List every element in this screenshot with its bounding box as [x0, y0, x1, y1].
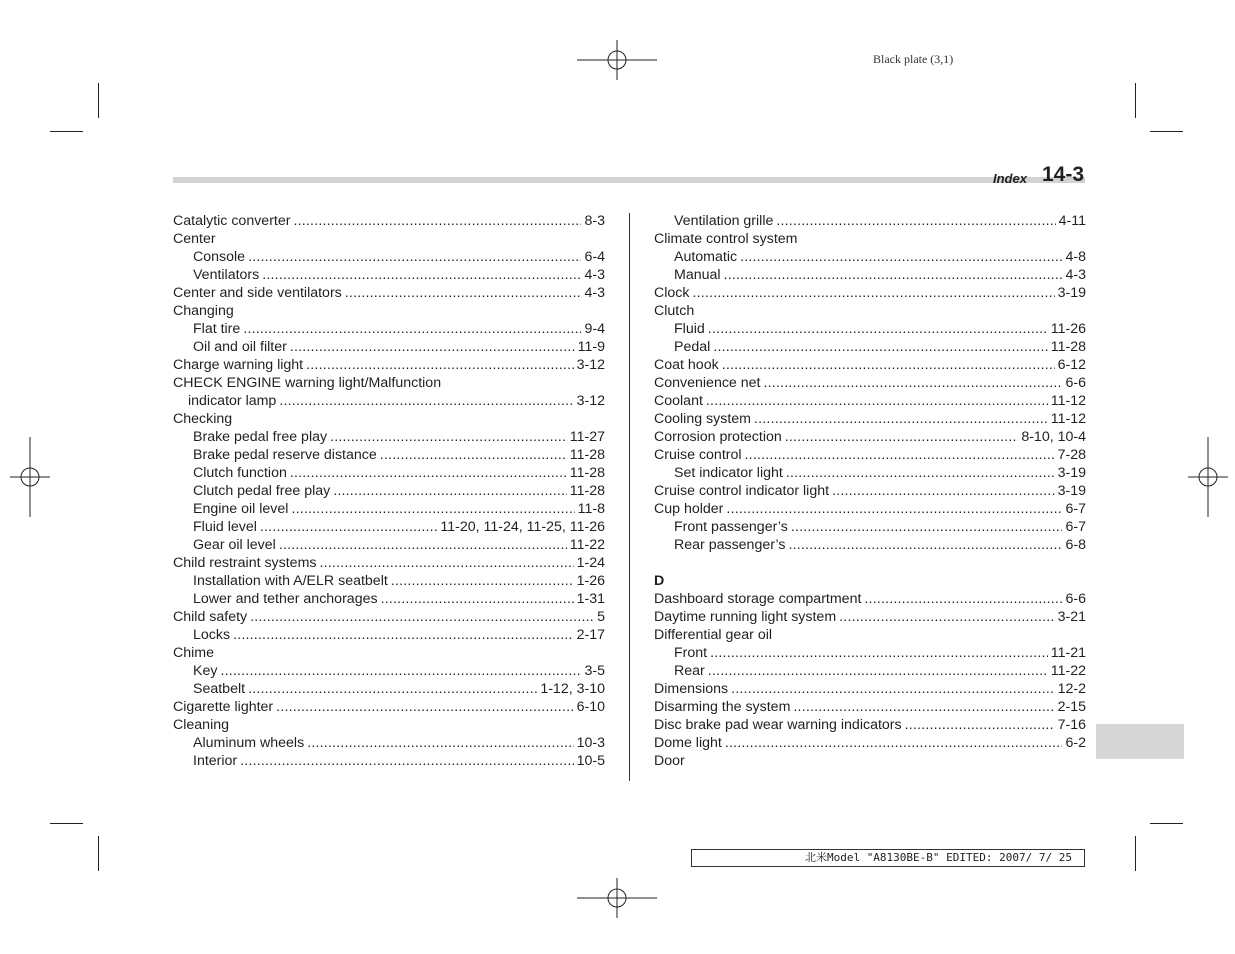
index-entry-page: 4-8	[1065, 249, 1086, 265]
dot-leader	[320, 554, 574, 572]
index-letter-heading: D	[654, 573, 665, 589]
registration-mark-icon	[1188, 437, 1228, 517]
index-entry	[654, 662, 1086, 680]
index-entry	[654, 752, 1086, 770]
index-entry-term: Charge warning light	[173, 357, 304, 373]
dot-leader	[290, 338, 575, 356]
index-entry-term: Coat hook	[654, 357, 719, 373]
index-entry-term: Engine oil level	[193, 501, 289, 517]
dot-leader	[839, 608, 1054, 626]
index-entry-page: 4-11	[1058, 213, 1086, 229]
index-entry-term: Fluid level	[193, 519, 257, 535]
index-entry-page: 4-3	[584, 285, 605, 301]
index-entry	[654, 698, 1086, 716]
index-entry-page: 6-6	[1065, 375, 1086, 391]
crop-mark	[1150, 131, 1183, 132]
index-entry-term: Convenience net	[654, 375, 761, 391]
dot-leader	[345, 284, 582, 302]
index-entry-page: 12-2	[1057, 681, 1086, 697]
index-entry	[173, 644, 605, 662]
index-entry-term: Differential gear oil	[654, 627, 773, 643]
index-entry	[173, 392, 605, 410]
dot-leader	[754, 410, 1048, 428]
dot-leader	[250, 608, 594, 626]
index-entry-page: 3-21	[1057, 609, 1086, 625]
index-entry-page: 11-28	[569, 465, 605, 481]
index-entry-page: 6-10	[576, 699, 605, 715]
index-entry	[654, 680, 1086, 698]
index-entry-page: 3-19	[1057, 285, 1086, 301]
dot-leader	[725, 734, 1063, 752]
index-entry	[173, 716, 605, 734]
index-entry	[654, 716, 1086, 734]
index-entry-term: Flat tire	[193, 321, 241, 337]
registration-mark-icon	[10, 437, 50, 517]
dot-leader	[692, 284, 1054, 302]
index-entry	[173, 302, 605, 320]
index-entry-page: 3-19	[1057, 465, 1086, 481]
header-rule	[173, 177, 1085, 183]
index-entry	[654, 266, 1086, 284]
index-entry	[173, 500, 605, 518]
index-entry-term: Locks	[193, 627, 231, 643]
index-entry-term: Gear oil level	[193, 537, 276, 553]
index-entry-page: 1-12, 3-10	[540, 681, 605, 697]
index-entry-page: 11-20, 11-24, 11-25, 11-26	[440, 519, 605, 535]
index-entry-page: 1-31	[576, 591, 605, 607]
index-entry	[173, 590, 605, 608]
index-entry	[654, 590, 1086, 608]
plate-label: Black plate (3,1)	[873, 52, 954, 66]
crop-mark	[98, 83, 99, 118]
dot-leader	[381, 590, 574, 608]
registration-mark-icon	[577, 878, 657, 918]
dot-leader	[220, 662, 581, 680]
dot-leader	[724, 266, 1063, 284]
index-entry	[173, 572, 605, 590]
index-entry	[654, 248, 1086, 266]
dot-leader	[776, 212, 1055, 230]
index-entry	[173, 608, 605, 626]
index-entry	[654, 644, 1086, 662]
index-entry	[173, 554, 605, 572]
index-entry	[173, 374, 605, 392]
index-entry-page: 11-12	[1050, 411, 1086, 427]
index-entry-term: Ventilators	[193, 267, 260, 283]
index-entry	[173, 446, 605, 464]
index-entry-page: 10-5	[576, 753, 605, 769]
index-entry-page: 8-10, 10-4	[1021, 429, 1086, 445]
index-entry	[654, 536, 1086, 554]
page-number: 14-3	[1042, 163, 1085, 186]
index-entry-term: Door	[654, 753, 685, 769]
dot-leader	[864, 590, 1062, 608]
index-entry	[173, 482, 605, 500]
index-entry-term: Corrosion protection	[654, 429, 782, 445]
index-entry-term: CHECK ENGINE warning light/Malfunction	[173, 375, 442, 391]
index-entry-term: Cruise control	[654, 447, 742, 463]
index-entry-page: 8-3	[584, 213, 605, 229]
index-entry-page: 11-26	[1050, 321, 1086, 337]
index-entry-page: 2-15	[1057, 699, 1086, 715]
index-entry-term: Oil and oil filter	[193, 339, 287, 355]
dot-leader	[708, 320, 1048, 338]
index-entry-term: Cooling system	[654, 411, 751, 427]
index-entry-term: Clutch	[654, 303, 695, 319]
index-entry	[173, 464, 605, 482]
index-entry-page: 4-3	[584, 267, 605, 283]
index-entry-page: 6-2	[1065, 735, 1086, 751]
dot-leader	[788, 536, 1062, 554]
edition-footer: 北米Model "A8130BE-B" EDITED: 2007/ 7/ 25	[691, 849, 1085, 867]
index-entry-term: Pedal	[674, 339, 711, 355]
index-entry-page: 11-9	[577, 339, 605, 355]
dot-leader	[745, 446, 1055, 464]
index-entry	[654, 608, 1086, 626]
index-entry	[654, 500, 1086, 518]
index-entry	[654, 734, 1086, 752]
index-entry-page: 3-19	[1057, 483, 1086, 499]
dot-leader	[391, 572, 574, 590]
index-entry-page: 6-7	[1065, 501, 1086, 517]
index-entry	[173, 662, 605, 680]
index-entry	[173, 266, 605, 284]
dot-leader	[260, 518, 438, 536]
index-entry	[173, 752, 605, 770]
registration-mark-icon	[577, 40, 657, 80]
index-entry-term: Manual	[674, 267, 721, 283]
index-entry-term: Cup holder	[654, 501, 724, 517]
index-entry	[654, 410, 1086, 428]
dot-leader	[279, 392, 573, 410]
index-entry	[173, 230, 605, 248]
index-entry-term: Disc brake pad wear warning indicators	[654, 717, 902, 733]
dot-leader	[763, 374, 1062, 392]
index-entry-term: Child safety	[173, 609, 248, 625]
dot-leader	[740, 248, 1062, 266]
index-entry-page: 6-6	[1065, 591, 1086, 607]
index-entry	[654, 338, 1086, 356]
index-entry-term: Changing	[173, 303, 234, 319]
index-entry-term: Center and side ventilators	[173, 285, 342, 301]
index-entry-term: Catalytic converter	[173, 213, 291, 229]
index-entry	[654, 212, 1086, 230]
index-entry-term: Cleaning	[173, 717, 230, 733]
index-entry	[654, 428, 1086, 446]
index-entry	[654, 374, 1086, 392]
index-entry-term: Dashboard storage compartment	[654, 591, 862, 607]
crop-mark	[98, 836, 99, 871]
index-entry-term: Interior	[193, 753, 238, 769]
index-entry-page: 11-22	[1050, 663, 1086, 679]
index-entry	[654, 518, 1086, 536]
index-entry-page: 1-26	[576, 573, 605, 589]
index-entry	[654, 320, 1086, 338]
dot-leader	[832, 482, 1055, 500]
index-column-left	[173, 212, 605, 770]
index-entry	[654, 626, 1086, 644]
index-entry-term: Clock	[654, 285, 690, 301]
dot-leader	[330, 428, 567, 446]
index-entry-term: Rear	[674, 663, 705, 679]
index-entry-term: Front passenger’s	[674, 519, 788, 535]
dot-leader	[306, 356, 573, 374]
index-entry-page: 1-24	[576, 555, 605, 571]
index-entry	[173, 248, 605, 266]
index-entry-term: Ventilation grille	[674, 213, 774, 229]
index-entry-page: 3-12	[576, 393, 605, 409]
index-entry-term: Checking	[173, 411, 233, 427]
dot-leader	[785, 428, 1019, 446]
index-entry	[173, 284, 605, 302]
index-entry	[173, 698, 605, 716]
index-entry-term: Disarming the system	[654, 699, 791, 715]
dot-leader	[731, 680, 1054, 698]
dot-leader	[726, 500, 1062, 518]
index-entry-page: 5	[597, 609, 605, 625]
index-entry-term: Key	[193, 663, 218, 679]
index-entry	[654, 464, 1086, 482]
index-entry-page: 2-17	[576, 627, 605, 643]
dot-leader	[793, 698, 1054, 716]
dot-leader	[307, 734, 573, 752]
index-entry-term: Chime	[173, 645, 214, 661]
index-entry-page: 7-16	[1057, 717, 1086, 733]
index-entry	[654, 284, 1086, 302]
index-entry	[173, 536, 605, 554]
index-entry	[654, 446, 1086, 464]
index-entry-page: 3-5	[584, 663, 605, 679]
index-entry-term: Center	[173, 231, 216, 247]
index-entry-term: Dome light	[654, 735, 722, 751]
index-entry	[173, 518, 605, 536]
index-entry	[173, 410, 605, 428]
index-entry-page: 11-22	[569, 537, 605, 553]
dot-leader	[380, 446, 567, 464]
index-entry	[654, 356, 1086, 374]
dot-leader	[279, 536, 567, 554]
index-entry-page: 11-12	[1050, 393, 1086, 409]
index-entry-term: indicator lamp	[188, 393, 277, 409]
crop-mark	[1150, 823, 1183, 824]
index-entry-term: Automatic	[674, 249, 738, 265]
index-entry	[173, 356, 605, 374]
dot-leader	[233, 626, 574, 644]
dot-leader	[713, 338, 1047, 356]
column-divider	[629, 213, 630, 781]
index-entry-page: 6-12	[1057, 357, 1086, 373]
index-entry-page: 3-12	[576, 357, 605, 373]
index-entry-term: Front	[674, 645, 708, 661]
dot-leader	[293, 212, 581, 230]
index-entry	[173, 734, 605, 752]
index-entry-page: 11-28	[569, 447, 605, 463]
index-entry-page: 6-8	[1065, 537, 1086, 553]
index-entry-term: Aluminum wheels	[193, 735, 305, 751]
index-entry-term: Rear passenger’s	[674, 537, 786, 553]
index-entry-page: 6-7	[1065, 519, 1086, 535]
dot-leader	[706, 392, 1048, 410]
index-entry-term: Coolant	[654, 393, 703, 409]
index-entry-term: Daytime running light system	[654, 609, 837, 625]
dot-leader	[708, 662, 1048, 680]
index-entry-term: Console	[193, 249, 246, 265]
index-entry-term: Set indicator light	[674, 465, 783, 481]
index-entry	[173, 320, 605, 338]
index-entry-page: 6-4	[584, 249, 605, 265]
index-entry	[173, 428, 605, 446]
index-column-right	[654, 212, 1086, 770]
index-entry-page: 11-28	[569, 483, 605, 499]
dot-leader	[290, 464, 567, 482]
index-entry-term: Clutch function	[193, 465, 287, 481]
crop-mark	[1135, 83, 1136, 118]
index-entry	[654, 482, 1086, 500]
index-entry-page: 11-28	[1050, 339, 1086, 355]
index-entry	[654, 392, 1086, 410]
crop-mark	[50, 823, 83, 824]
index-entry-page: 4-3	[1065, 267, 1086, 283]
index-entry-term: Cruise control indicator light	[654, 483, 830, 499]
dot-leader	[333, 482, 567, 500]
index-entry	[173, 626, 605, 644]
chapter-thumb-tab	[1096, 724, 1184, 759]
index-entry-term: Child restraint systems	[173, 555, 317, 571]
index-entry-term: Cigarette lighter	[173, 699, 274, 715]
dot-leader	[240, 752, 573, 770]
dot-leader	[722, 356, 1055, 374]
dot-leader	[262, 266, 581, 284]
index-entry	[173, 680, 605, 698]
dot-leader	[786, 464, 1055, 482]
index-entry-page: 7-28	[1057, 447, 1086, 463]
index-entry	[173, 338, 605, 356]
crop-mark	[1135, 836, 1136, 871]
index-entry-term: Seatbelt	[193, 681, 246, 697]
index-entry	[654, 302, 1086, 320]
index-entry-page: 11-27	[569, 429, 605, 445]
index-entry-page: 10-3	[576, 735, 605, 751]
index-entry-term: Lower and tether anchorages	[193, 591, 378, 607]
dot-leader	[276, 698, 573, 716]
index-entry-term: Brake pedal reserve distance	[193, 447, 377, 463]
dot-leader	[791, 518, 1063, 536]
index-entry-term: Brake pedal free play	[193, 429, 328, 445]
dot-leader	[291, 500, 574, 518]
index-entry	[173, 212, 605, 230]
crop-mark	[50, 131, 83, 132]
index-entry-term: Dimensions	[654, 681, 729, 697]
dot-leader	[248, 680, 537, 698]
dot-leader	[248, 248, 581, 266]
index-entry-term: Clutch pedal free play	[193, 483, 331, 499]
index-entry-page: 11-8	[577, 501, 605, 517]
index-entry-term: Installation with A/ELR seatbelt	[193, 573, 388, 589]
section-title: Index	[993, 171, 1027, 186]
index-entry	[654, 230, 1086, 248]
index-entry-page: 11-21	[1050, 645, 1086, 661]
index-entry-term: Fluid	[674, 321, 705, 337]
dot-leader	[905, 716, 1055, 734]
index-entry-term: Climate control system	[654, 231, 798, 247]
index-entry-page: 9-4	[584, 321, 605, 337]
dot-leader	[243, 320, 581, 338]
dot-leader	[710, 644, 1048, 662]
